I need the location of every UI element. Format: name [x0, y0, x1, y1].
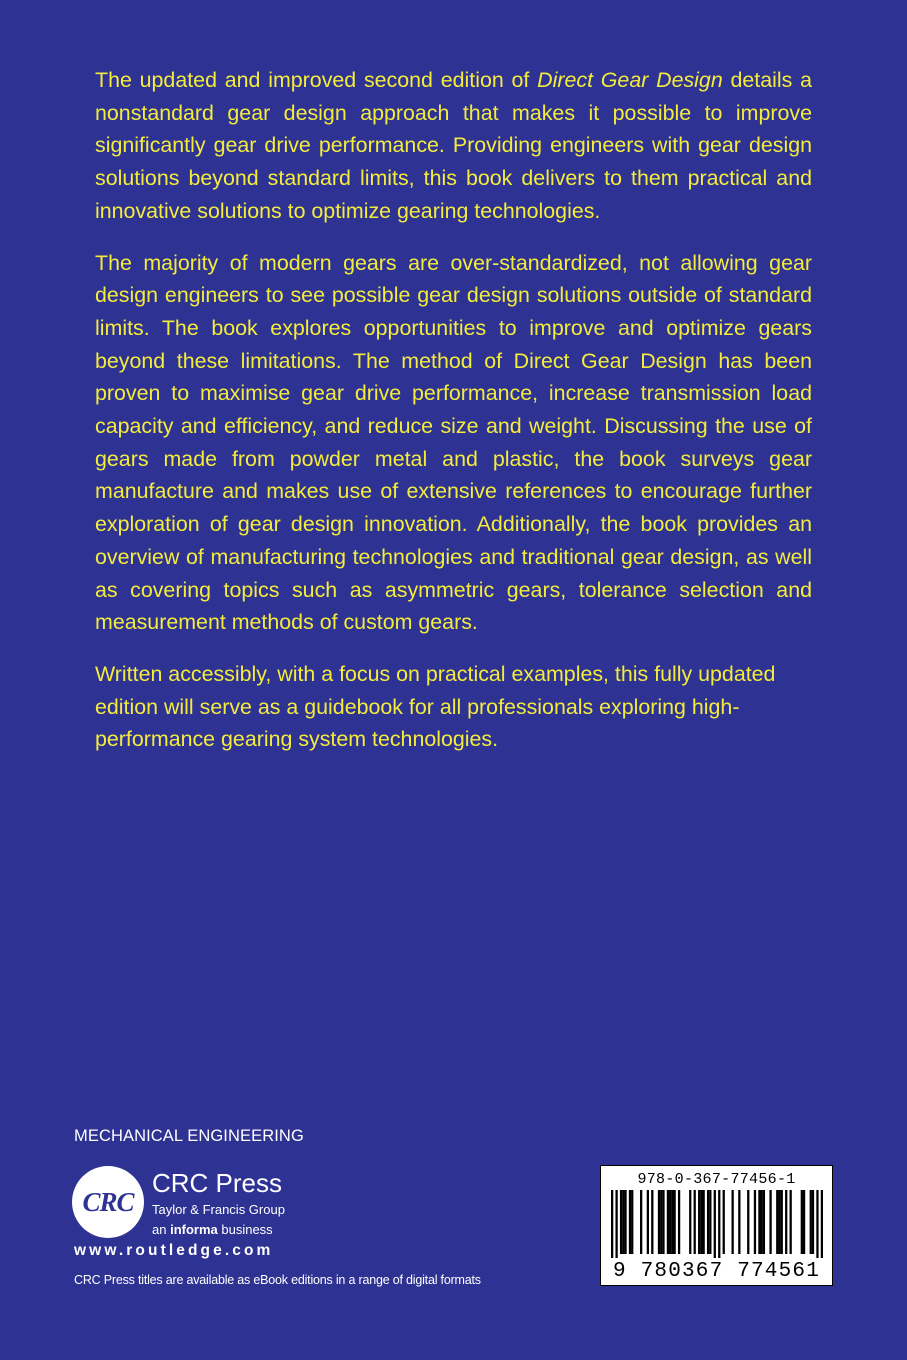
barcode-bar	[723, 1190, 725, 1254]
barcode-bar	[658, 1190, 660, 1254]
barcode-bar	[615, 1190, 617, 1258]
barcode-bar	[758, 1190, 760, 1254]
barcode-bar	[662, 1190, 664, 1254]
barcode-bar	[790, 1190, 792, 1254]
barcode-bar	[776, 1190, 778, 1254]
barcode-bar	[671, 1190, 673, 1254]
ebook-availability-note: CRC Press titles are available as eBook editions in a range of digital formats	[74, 1273, 481, 1287]
barcode-bar	[629, 1190, 631, 1254]
barcode-bar	[678, 1190, 680, 1254]
barcode-bar	[631, 1190, 633, 1254]
isbn-barcode	[600, 1165, 833, 1286]
barcode-bar	[810, 1190, 812, 1254]
barcode-bar	[651, 1190, 653, 1254]
barcode-bar	[702, 1190, 704, 1254]
barcode-bar	[660, 1190, 662, 1254]
barcode-bar	[624, 1190, 626, 1254]
barcode-bar	[698, 1190, 700, 1254]
barcode-bar	[816, 1190, 818, 1258]
barcode-bar	[709, 1190, 711, 1254]
barcode-bars	[611, 1190, 823, 1258]
publisher-business-line	[152, 1222, 273, 1237]
publisher-group: Taylor & Francis Group	[152, 1202, 285, 1217]
back-cover-blurb	[95, 64, 812, 775]
crc-logo-text: CRC	[82, 1186, 134, 1217]
barcode-bar	[738, 1190, 740, 1254]
barcode-bar	[821, 1190, 823, 1258]
barcode-bar	[769, 1190, 771, 1254]
barcode-bar	[611, 1190, 613, 1258]
barcode-bar	[718, 1190, 720, 1258]
barcode-bar	[747, 1190, 749, 1254]
barcode-bar	[785, 1190, 787, 1254]
barcode-bar	[667, 1190, 669, 1254]
barcode-bar	[763, 1190, 765, 1254]
business-suffix: business	[217, 1222, 273, 1237]
blurb-p1-rest: details a nonstandard gear design approach that makes it possible to improve significantly gear drive performance. Providing engineers with gear design solutions beyond standard limits, this book delivers to them practical and innovative solutions to optimize gearing technologies.	[95, 68, 813, 223]
barcode-bar	[754, 1190, 756, 1254]
business-brand: informa	[170, 1222, 218, 1237]
blurb-paragraph-2: The majority of modern gears are over-standardized, not allowing gear design engineers to see possible gear design solutions outside of standard limits. The book explores opportunities to improve and optimize gears beyond these limitations. The method of Direct Gear Design has been proven to maximise gear drive performance, increase transmission load capacity and efficiency, and reduce size and weight. Discussing the use of gears made from powder metal and plastic, the book surveys gear manufacture and makes use of extensive references to encourage further exploration of gear design innovation. Additionally, the book provides an overview of manufacturing technologies and traditional gear design, as well as covering topics such as asymmetric gears, tolerance selection and measurement methods of custom gears.	[95, 250, 812, 635]
isbn-digits: 9 780367 774561	[612, 1260, 821, 1283]
barcode-bar	[700, 1190, 702, 1254]
blurb-paragraph-3: Written accessibly, with a focus on practical examples, this fully updated edition will serve as a guidebook for all professionals exploring high-performance gearing system technologies.	[95, 661, 776, 752]
business-prefix: an	[152, 1222, 171, 1237]
barcode-bar	[812, 1190, 814, 1254]
barcode-bar	[640, 1190, 642, 1254]
barcode-bar	[707, 1190, 709, 1254]
barcode-bar	[689, 1190, 691, 1254]
barcode-bar	[803, 1190, 805, 1254]
barcode-bar	[622, 1190, 624, 1254]
book-title: Direct Gear Design	[537, 68, 723, 92]
blurb-paragraph-1	[95, 64, 812, 228]
barcode-bar	[647, 1190, 649, 1254]
barcode-bar	[781, 1190, 783, 1254]
barcode-bar	[694, 1190, 696, 1254]
barcode-bar	[669, 1190, 671, 1254]
publisher-website: www.routledge.com	[74, 1242, 274, 1259]
crc-logo-icon	[72, 1166, 144, 1238]
barcode-bar	[620, 1190, 622, 1254]
blurb-p1-intro: The updated and improved second edition of	[95, 68, 538, 92]
barcode-bar	[778, 1190, 780, 1254]
barcode-bar	[673, 1190, 675, 1254]
barcode-bar	[714, 1190, 716, 1258]
publisher-name: CRC Press	[152, 1168, 283, 1198]
barcode-bar	[761, 1190, 763, 1254]
isbn-hyphenated: 978-0-367-77456-1	[637, 1171, 796, 1188]
barcode-bar	[801, 1190, 803, 1254]
barcode-bar	[732, 1190, 734, 1254]
subject-category: MECHANICAL ENGINEERING	[74, 1127, 304, 1145]
